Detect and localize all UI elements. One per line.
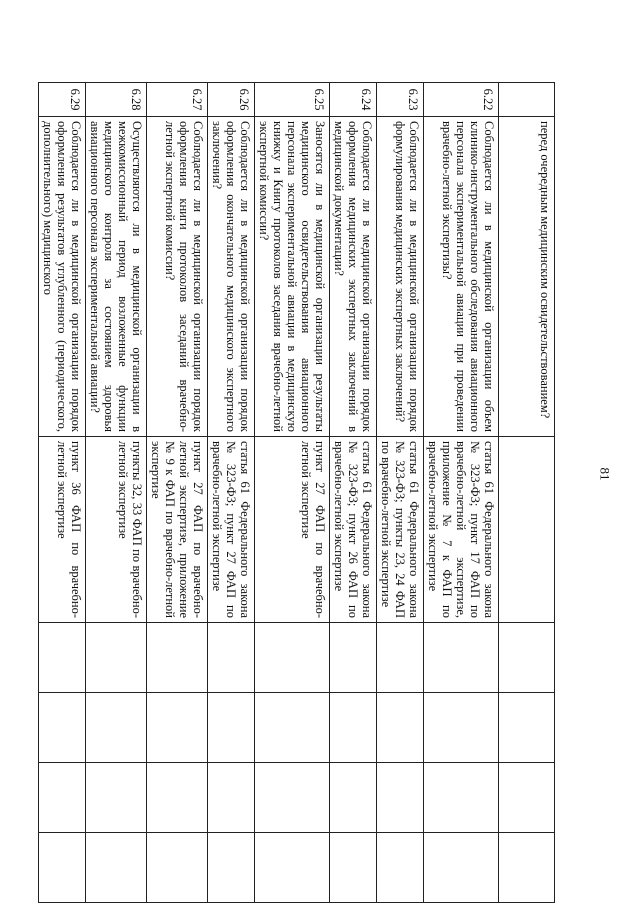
table-row [208, 83, 255, 903]
question-cell: Соблюдается ли в медицинской организации порядок оформления книги протоколов заседаний врачебно-летной экспертной комиссии? [147, 117, 208, 437]
answer-cell[interactable] [499, 833, 555, 903]
answer-cell[interactable] [330, 763, 377, 833]
row-number: 6.26 [208, 83, 255, 117]
table-row [255, 83, 330, 903]
answer-cell[interactable] [377, 833, 424, 903]
answer-cell[interactable] [424, 763, 499, 833]
row-number: 6.27 [147, 83, 208, 117]
answer-cell[interactable] [147, 833, 208, 903]
row-number [499, 83, 555, 117]
answer-cell[interactable] [330, 623, 377, 693]
answer-cell[interactable] [424, 833, 499, 903]
answer-cell[interactable] [377, 763, 424, 833]
answer-cell[interactable] [86, 623, 147, 693]
question-cell: перед очередным медицинским освидетельствованием? [499, 117, 555, 437]
question-cell: Соблюдается ли в медицинской организации порядок оформления окончательного медицинского экспертного заключения? [208, 117, 255, 437]
row-number: 6.24 [330, 83, 377, 117]
legal-reference-cell: пункт 36 ФАП по врачебно-летной экспертизе [39, 437, 86, 623]
checklist-table [38, 82, 555, 903]
table-row [424, 83, 499, 903]
table-row [39, 83, 86, 903]
answer-cell[interactable] [255, 763, 330, 833]
answer-cell[interactable] [39, 833, 86, 903]
row-number: 6.25 [255, 83, 330, 117]
answer-cell[interactable] [377, 623, 424, 693]
answer-cell[interactable] [255, 693, 330, 763]
answer-cell[interactable] [255, 623, 330, 693]
answer-cell[interactable] [424, 623, 499, 693]
answer-cell[interactable] [208, 693, 255, 763]
table-row [147, 83, 208, 903]
answer-cell[interactable] [86, 693, 147, 763]
row-number: 6.22 [424, 83, 499, 117]
question-cell: Соблюдается ли в медицинской организации объем клинико-инструментального обследования авиационного персонала экспериментальной авиации при проведении врачебно-летной экспертизы? [424, 117, 499, 437]
answer-cell[interactable] [208, 623, 255, 693]
answer-cell[interactable] [39, 763, 86, 833]
answer-cell[interactable] [208, 833, 255, 903]
row-number: 6.29 [39, 83, 86, 117]
answer-cell[interactable] [86, 833, 147, 903]
answer-cell[interactable] [86, 763, 147, 833]
row-number: 6.23 [377, 83, 424, 117]
legal-reference-cell: статья 61 Федерального закона № 323-ФЗ; пункт 26 ФАП по врачебно-летной экспертизе [330, 437, 377, 623]
legal-reference-cell: пункты 32, 33 ФАП по врачебно-летной экспертизе [86, 437, 147, 623]
legal-reference-cell: статья 61 Федерального закона № 323-ФЗ; пункт 17 ФАП по врачебно-летной экспертизе, приложение № 7 к ФАП по врачебно-летной экспертизе [424, 437, 499, 623]
answer-cell[interactable] [499, 763, 555, 833]
table-row [330, 83, 377, 903]
answer-cell[interactable] [208, 763, 255, 833]
answer-cell[interactable] [39, 623, 86, 693]
answer-cell[interactable] [39, 693, 86, 763]
legal-reference-cell [499, 437, 555, 623]
answer-cell[interactable] [147, 623, 208, 693]
legal-reference-cell: статья 61 Федерального закона № 323-ФЗ; пункт 27 ФАП по врачебно-летной экспертизе [208, 437, 255, 623]
answer-cell[interactable] [147, 763, 208, 833]
question-cell: Соблюдается ли в медицинской организации порядок оформления результатов углубленного (периодического, дополнительного) медицинского [39, 117, 86, 437]
answer-cell[interactable] [499, 693, 555, 763]
legal-reference-cell: статья 61 Федерального закона № 323-ФЗ; пункты 23, 24 ФАП по врачебно-летной экспертизе [377, 437, 424, 623]
answer-cell[interactable] [255, 833, 330, 903]
answer-cell[interactable] [147, 693, 208, 763]
answer-cell[interactable] [377, 693, 424, 763]
answer-cell[interactable] [330, 833, 377, 903]
question-cell: Соблюдается ли в медицинской организации порядок оформления медицинских экспертных заключений в медицинской документации? [330, 117, 377, 437]
row-number: 6.28 [86, 83, 147, 117]
answer-cell[interactable] [424, 693, 499, 763]
question-cell: Осуществляются ли в медицинской организации в межкомиссионный период возложенные функции медицинского контроля за состоянием здоровья авиационного персонала экспериментальной авиации? [86, 117, 147, 437]
question-cell: Соблюдается ли в медицинской организации порядок формулирования медицинских экспертных заключений? [377, 117, 424, 437]
table-row [86, 83, 147, 903]
page-number: 81 [597, 467, 613, 481]
table-row [499, 83, 555, 903]
legal-reference-cell: пункт 27 ФАП по врачебно-летной экспертизе [255, 437, 330, 623]
question-cell: Заносятся ли в медицинской организации результаты медицинского освидетельствования авиационного персонала экспериментальной авиации в медицинскую книжку и Книгу протоколов заседания врачебно-летной экспертной комиссии? [255, 117, 330, 437]
legal-reference-cell: пункт 27 ФАП по врачебно-летной экспертизе, приложение № 9 к ФАП по врачебно-летной экспертизе [147, 437, 208, 623]
table-row [377, 83, 424, 903]
checklist-table-wrapper [41, 82, 555, 902]
answer-cell[interactable] [330, 693, 377, 763]
answer-cell[interactable] [499, 623, 555, 693]
